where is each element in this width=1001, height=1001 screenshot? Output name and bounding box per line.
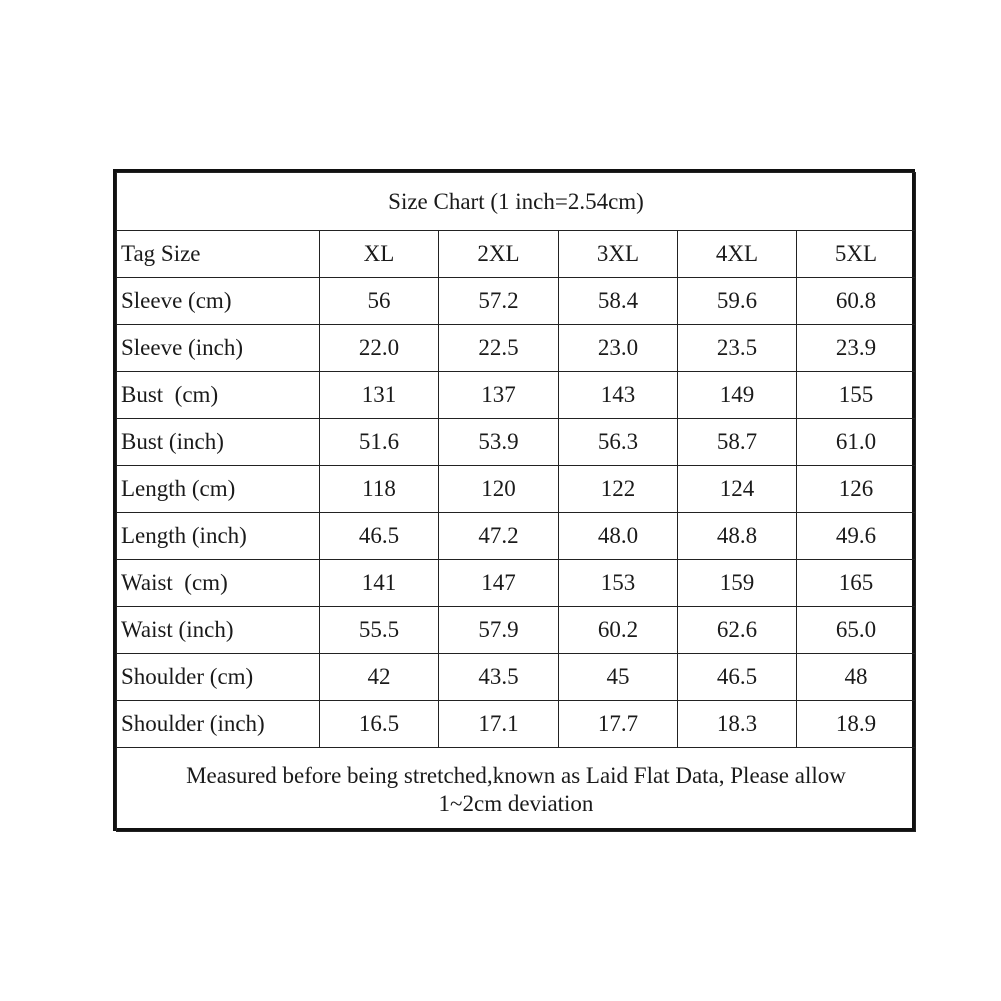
table-cell: 46.5 xyxy=(320,513,439,560)
table-cell: 53.9 xyxy=(439,419,559,466)
table-cell: 45 xyxy=(559,654,678,701)
note-line-1: Measured before being stretched,known as Laid Flat Data, Please allow xyxy=(186,762,846,788)
table-cell: 22.0 xyxy=(320,325,439,372)
table-cell: 17.7 xyxy=(559,701,678,748)
table-cell: 120 xyxy=(439,466,559,513)
table-cell: 58.7 xyxy=(678,419,797,466)
table-cell: 23.0 xyxy=(559,325,678,372)
table-cell: 131 xyxy=(320,372,439,419)
table-row xyxy=(117,513,916,560)
table-row xyxy=(117,560,916,607)
table-cell: 61.0 xyxy=(797,419,916,466)
table-cell: 48.0 xyxy=(559,513,678,560)
table-cell: 141 xyxy=(320,560,439,607)
table-cell: 149 xyxy=(678,372,797,419)
table-cell: 42 xyxy=(320,654,439,701)
size-chart-title: Size Chart (1 inch=2.54cm) xyxy=(117,173,916,231)
table-cell: 65.0 xyxy=(797,607,916,654)
table-cell: 60.8 xyxy=(797,278,916,325)
row-label: Bust (inch) xyxy=(117,419,320,466)
table-cell: 58.4 xyxy=(559,278,678,325)
row-label: Waist (inch) xyxy=(117,607,320,654)
row-label: Length (cm) xyxy=(117,466,320,513)
size-chart xyxy=(113,169,915,831)
table-row xyxy=(117,701,916,748)
size-header-5xl: 5XL xyxy=(797,231,916,278)
row-label: Shoulder (cm) xyxy=(117,654,320,701)
header-row xyxy=(117,231,916,278)
size-header-3xl: 3XL xyxy=(559,231,678,278)
table-cell: 62.6 xyxy=(678,607,797,654)
table-row xyxy=(117,607,916,654)
table-cell: 22.5 xyxy=(439,325,559,372)
table-cell: 124 xyxy=(678,466,797,513)
table-cell: 18.9 xyxy=(797,701,916,748)
tag-size-label: Tag Size xyxy=(117,231,320,278)
measurement-note xyxy=(117,748,916,832)
table-cell: 155 xyxy=(797,372,916,419)
table-cell: 56 xyxy=(320,278,439,325)
table-row xyxy=(117,466,916,513)
table-cell: 51.6 xyxy=(320,419,439,466)
row-label: Waist (cm) xyxy=(117,560,320,607)
table-cell: 46.5 xyxy=(678,654,797,701)
row-label: Sleeve (inch) xyxy=(117,325,320,372)
title-row xyxy=(117,173,916,231)
table-cell: 49.6 xyxy=(797,513,916,560)
table-cell: 56.3 xyxy=(559,419,678,466)
row-label: Length (inch) xyxy=(117,513,320,560)
table-cell: 57.2 xyxy=(439,278,559,325)
table-cell: 55.5 xyxy=(320,607,439,654)
size-header-xl: XL xyxy=(320,231,439,278)
table-cell: 59.6 xyxy=(678,278,797,325)
row-label: Bust (cm) xyxy=(117,372,320,419)
table-cell: 23.5 xyxy=(678,325,797,372)
table-cell: 143 xyxy=(559,372,678,419)
table-cell: 60.2 xyxy=(559,607,678,654)
size-table xyxy=(116,172,916,832)
table-cell: 43.5 xyxy=(439,654,559,701)
table-cell: 153 xyxy=(559,560,678,607)
table-cell: 137 xyxy=(439,372,559,419)
size-header-2xl: 2XL xyxy=(439,231,559,278)
table-cell: 159 xyxy=(678,560,797,607)
table-row xyxy=(117,419,916,466)
table-cell: 126 xyxy=(797,466,916,513)
table-cell: 48 xyxy=(797,654,916,701)
table-cell: 48.8 xyxy=(678,513,797,560)
size-header-4xl: 4XL xyxy=(678,231,797,278)
row-label: Shoulder (inch) xyxy=(117,701,320,748)
table-cell: 17.1 xyxy=(439,701,559,748)
table-cell: 16.5 xyxy=(320,701,439,748)
table-cell: 147 xyxy=(439,560,559,607)
table-cell: 23.9 xyxy=(797,325,916,372)
row-label: Sleeve (cm) xyxy=(117,278,320,325)
table-cell: 18.3 xyxy=(678,701,797,748)
table-cell: 165 xyxy=(797,560,916,607)
table-row xyxy=(117,372,916,419)
table-row xyxy=(117,278,916,325)
table-cell: 118 xyxy=(320,466,439,513)
table-cell: 122 xyxy=(559,466,678,513)
table-cell: 47.2 xyxy=(439,513,559,560)
note-row xyxy=(117,748,916,832)
table-row xyxy=(117,654,916,701)
table-row xyxy=(117,325,916,372)
note-line-2: 1~2cm deviation xyxy=(438,790,594,816)
table-cell: 57.9 xyxy=(439,607,559,654)
